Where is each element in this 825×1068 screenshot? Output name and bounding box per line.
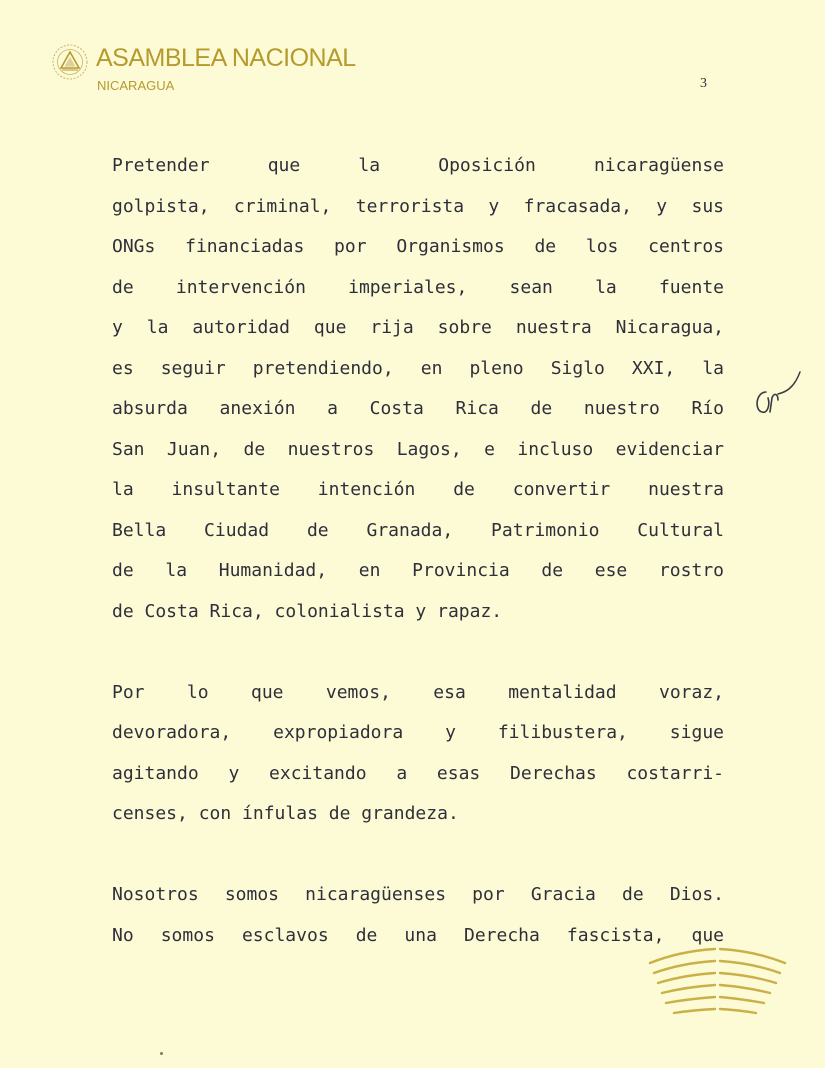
paragraph <box>112 875 724 956</box>
text-line: agitando y excitando a esas Derechas costarri- <box>112 762 724 784</box>
national-assembly-emblem-icon <box>50 42 90 82</box>
text-line: de intervención imperiales, sean la fuente <box>112 276 724 298</box>
organization-name: ASAMBLEA NACIONAL <box>96 44 356 72</box>
document-body <box>112 146 724 956</box>
text-line: No somos esclavos de una Derecha fascista, que <box>112 924 724 946</box>
text-line: San Juan, de nuestros Lagos, e incluso evidenciar <box>112 438 724 460</box>
handwritten-initials-icon <box>748 362 808 422</box>
text-line: de Costa Rica, colonialista y rapaz. <box>112 600 503 622</box>
letterhead <box>50 40 430 100</box>
page-number: 3 <box>700 76 707 91</box>
text-line: absurda anexión a Costa Rica de nuestro Río <box>112 398 724 419</box>
text-line: Por lo que vemos, esa mentalidad voraz, <box>112 681 724 703</box>
text-line: la insultante intención de convertir nuestra <box>112 479 724 500</box>
scan-speck <box>160 1052 163 1055</box>
text-line: es seguir pretendiendo, en pleno Siglo XXI, la <box>112 357 724 379</box>
paragraph <box>112 146 724 632</box>
text-line: golpista, criminal, terrorista y fracasada, y sus <box>112 195 724 217</box>
text-line: de la Humanidad, en Provincia de ese rostro <box>112 560 724 581</box>
assembly-chamber-seal-icon <box>640 945 790 1025</box>
text-line: devoradora, expropiadora y filibustera, sigue <box>112 722 724 743</box>
paragraph-spacer <box>112 632 724 673</box>
text-line: ONGs financiadas por Organismos de los centros <box>112 236 724 257</box>
text-line: Pretender que la Oposición nicaragüense <box>112 155 724 176</box>
text-line: censes, con ínfulas de grandeza. <box>112 803 459 824</box>
paragraph <box>112 673 724 835</box>
organization-country: NICARAGUA <box>97 78 175 93</box>
text-line: Nosotros somos nicaragüenses por Gracia de Dios. <box>112 884 724 905</box>
paragraph-spacer <box>112 835 724 876</box>
text-line: Bella Ciudad de Granada, Patrimonio Cultural <box>112 519 724 541</box>
text-line: y la autoridad que rija sobre nuestra Nicaragua, <box>112 317 724 338</box>
